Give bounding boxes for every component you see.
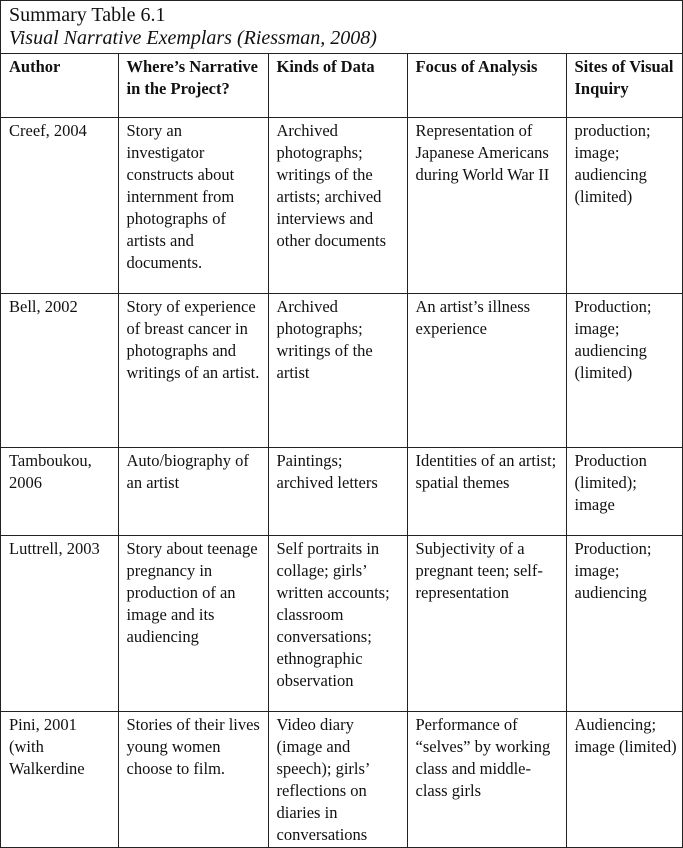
table-row <box>1 293 682 447</box>
header-kinds-of-data: Kinds of Data <box>268 54 407 117</box>
cell-author: Tamboukou, 2006 <box>1 447 118 535</box>
cell-narrative-location: Story of experience of breast cancer in photographs and writings of an artist. <box>118 293 268 447</box>
cell-focus-of-analysis: Performance of “selves” by working class and middle-class girls <box>407 711 566 847</box>
cell-sites-of-inquiry: production; image; audiencing (limited) <box>566 117 682 293</box>
header-author: Author <box>1 54 118 117</box>
cell-focus-of-analysis: Subjectivity of a pregnant teen; self-representation <box>407 535 566 711</box>
exemplars-table <box>1 54 682 847</box>
table-row <box>1 117 682 293</box>
cell-focus-of-analysis: An artist’s illness experience <box>407 293 566 447</box>
cell-author: Luttrell, 2003 <box>1 535 118 711</box>
cell-sites-of-inquiry: Production; image; audiencing <box>566 535 682 711</box>
table-row <box>1 447 682 535</box>
cell-kinds-of-data: Archived photographs; writings of the artist <box>268 293 407 447</box>
table-row <box>1 711 682 847</box>
cell-focus-of-analysis: Identities of an artist; spatial themes <box>407 447 566 535</box>
cell-author: Bell, 2002 <box>1 293 118 447</box>
cell-kinds-of-data: Self portraits in collage; girls’ written accounts; classroom conversations; ethnographic observation <box>268 535 407 711</box>
cell-kinds-of-data: Paintings; archived letters <box>268 447 407 535</box>
cell-author: Pini, 2001 (with Walkerdine <box>1 711 118 847</box>
cell-author: Creef, 2004 <box>1 117 118 293</box>
cell-narrative-location: Auto/biography of an artist <box>118 447 268 535</box>
table-title: Summary Table 6.1 <box>9 4 166 26</box>
table-caption <box>1 1 682 54</box>
cell-sites-of-inquiry: Production (limited); image <box>566 447 682 535</box>
cell-narrative-location: Story about teenage pregnancy in production of an image and its audiencing <box>118 535 268 711</box>
header-narrative-location: Where’s Narrative in the Project? <box>118 54 268 117</box>
cell-sites-of-inquiry: Production; image; audiencing (limited) <box>566 293 682 447</box>
cell-narrative-location: Stories of their lives young women choose to film. <box>118 711 268 847</box>
header-sites-of-inquiry: Sites of Visual Inquiry <box>566 54 682 117</box>
cell-focus-of-analysis: Representation of Japanese Americans during World War II <box>407 117 566 293</box>
cell-narrative-location: Story an investigator constructs about internment from photographs of artists and documents. <box>118 117 268 293</box>
cell-kinds-of-data: Video diary (image and speech); girls’ reflections on diaries in conversations <box>268 711 407 847</box>
table-row <box>1 535 682 711</box>
cell-kinds-of-data: Archived photographs; writings of the artists; archived interviews and other documents <box>268 117 407 293</box>
table-header-row <box>1 54 682 117</box>
cell-sites-of-inquiry: Audiencing; image (limited) <box>566 711 682 847</box>
header-focus-of-analysis: Focus of Analysis <box>407 54 566 117</box>
table-subtitle: Visual Narrative Exemplars (Riessman, 2008) <box>9 27 377 49</box>
